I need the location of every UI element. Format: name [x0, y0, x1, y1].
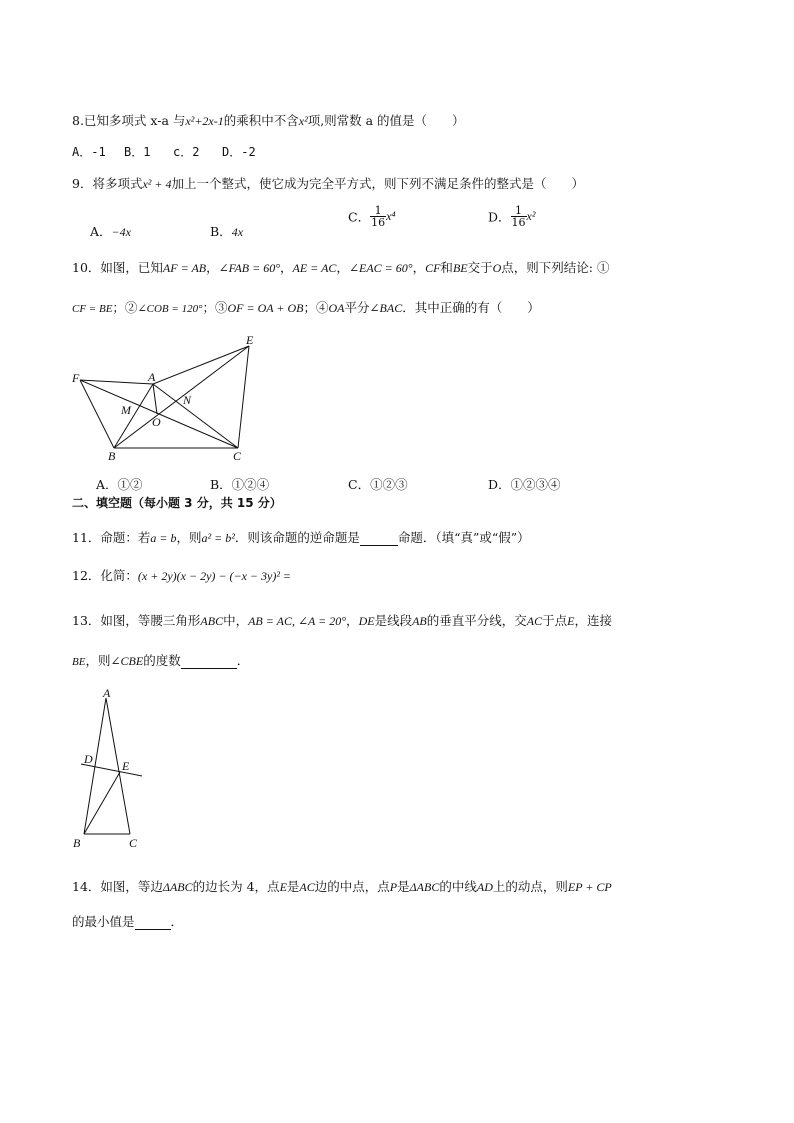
q8-option-d: D．-2	[222, 145, 256, 159]
q10-seg-ab	[114, 384, 153, 448]
q8-stem: 8.已知多项式 x-a 与x²+2x-1的乘积中不含x²项,则常数 a 的值是（ ）	[72, 113, 465, 128]
q10-label-a: A	[148, 370, 156, 384]
q9-option-b: B．4x	[210, 224, 244, 239]
q9-stem: 9．将多项式x² + 4加上一个整式，使它成为完全平方式，则下列不满足条件的整式是（ ）	[72, 176, 584, 191]
q10-option-a: A．①②	[96, 477, 143, 492]
q11-stem: 11．命题：若a = b，则a² = b²．则该命题的逆命题是 命题．（填“真”或“假”）	[72, 530, 530, 545]
q8-option-c: c．2	[173, 145, 200, 159]
q10-label-b: B	[108, 449, 116, 463]
section-fill-in-title: 二、填空题（每小题 3 分，共 15 分）	[72, 496, 282, 510]
q10-label-e: E	[246, 333, 254, 347]
q10-label-c: C	[233, 449, 242, 463]
q13-answer-blank[interactable]	[181, 653, 237, 669]
q13-label-b: B	[73, 836, 81, 850]
q10-option-b: B．①②④	[210, 477, 270, 492]
q9-expr: x² + 4	[142, 177, 172, 191]
q14-stem-line1: 14．如图，等边ΔABC的边长为 4，点E是AC边的中点，点P是ΔABC的中线AD上的动点，则EP + CP	[72, 879, 612, 894]
q13-figure	[70, 686, 152, 852]
q9-option-d: D． $\frac{1}{16}$ x²	[488, 204, 536, 229]
q10-label-n: N	[183, 393, 192, 407]
q14-stem-line2: 的最小值是 ．	[72, 914, 184, 929]
q8-term: x²	[298, 114, 308, 128]
q10-seg-ac	[153, 384, 238, 448]
q12-stem: 12．化简：(x + 2y)(x − 2y) − (−x − 3y)² =	[72, 568, 292, 583]
q10-label-f: F	[72, 371, 80, 385]
q10-seg-be	[114, 346, 249, 448]
q10-stem-line1: 10．如图，已知AF = AB，∠FAB = 60°，AE = AC，∠EAC = 60°，CF和BE交于O点，则下列结论: ①	[72, 260, 610, 275]
q13-label-e: E	[122, 759, 130, 773]
q9-option-a: A．−4x	[90, 224, 131, 239]
q10-stem-line2: CF = BE；②∠COB = 120°；③OF = OA + OB；④OA平分∠BAC．其中正确的有（ ）	[72, 300, 540, 315]
q10-label-m: M	[121, 403, 131, 417]
q10-option-c: C．①②③	[348, 477, 408, 492]
q13-label-d: D	[84, 752, 93, 766]
q8-option-b: B．1	[124, 145, 151, 159]
q8-expr: x²+2x-1	[185, 114, 224, 128]
q10-seg-ec	[238, 346, 249, 448]
q10-seg-ae	[153, 346, 249, 384]
q14-answer-blank[interactable]	[135, 914, 171, 930]
q10-label-o: O	[152, 415, 161, 429]
q13-stem-line1: 13．如图，等腰三角形ABC中，AB = AC, ∠A = 20°，DE是线段AB的垂直平分线，交AC于点E，连接	[72, 613, 612, 628]
q10-figure	[68, 330, 278, 466]
q13-stem-line2: BE，则∠CBE的度数 ．	[72, 653, 250, 668]
q13-label-a: A	[103, 686, 111, 700]
q9-option-c: C． $\frac{1}{16}$ x⁴	[348, 204, 396, 229]
q10-seg-ao	[153, 384, 157, 414]
q10-option-d: D．①②③④	[488, 477, 561, 492]
q11-answer-blank[interactable]	[360, 530, 398, 546]
q13-seg-ab	[84, 698, 106, 834]
q10-seg-fa	[80, 380, 153, 384]
q8-option-a: A．-1	[72, 145, 106, 159]
q10-seg-fb	[80, 380, 114, 448]
q13-label-c: C	[129, 836, 138, 850]
